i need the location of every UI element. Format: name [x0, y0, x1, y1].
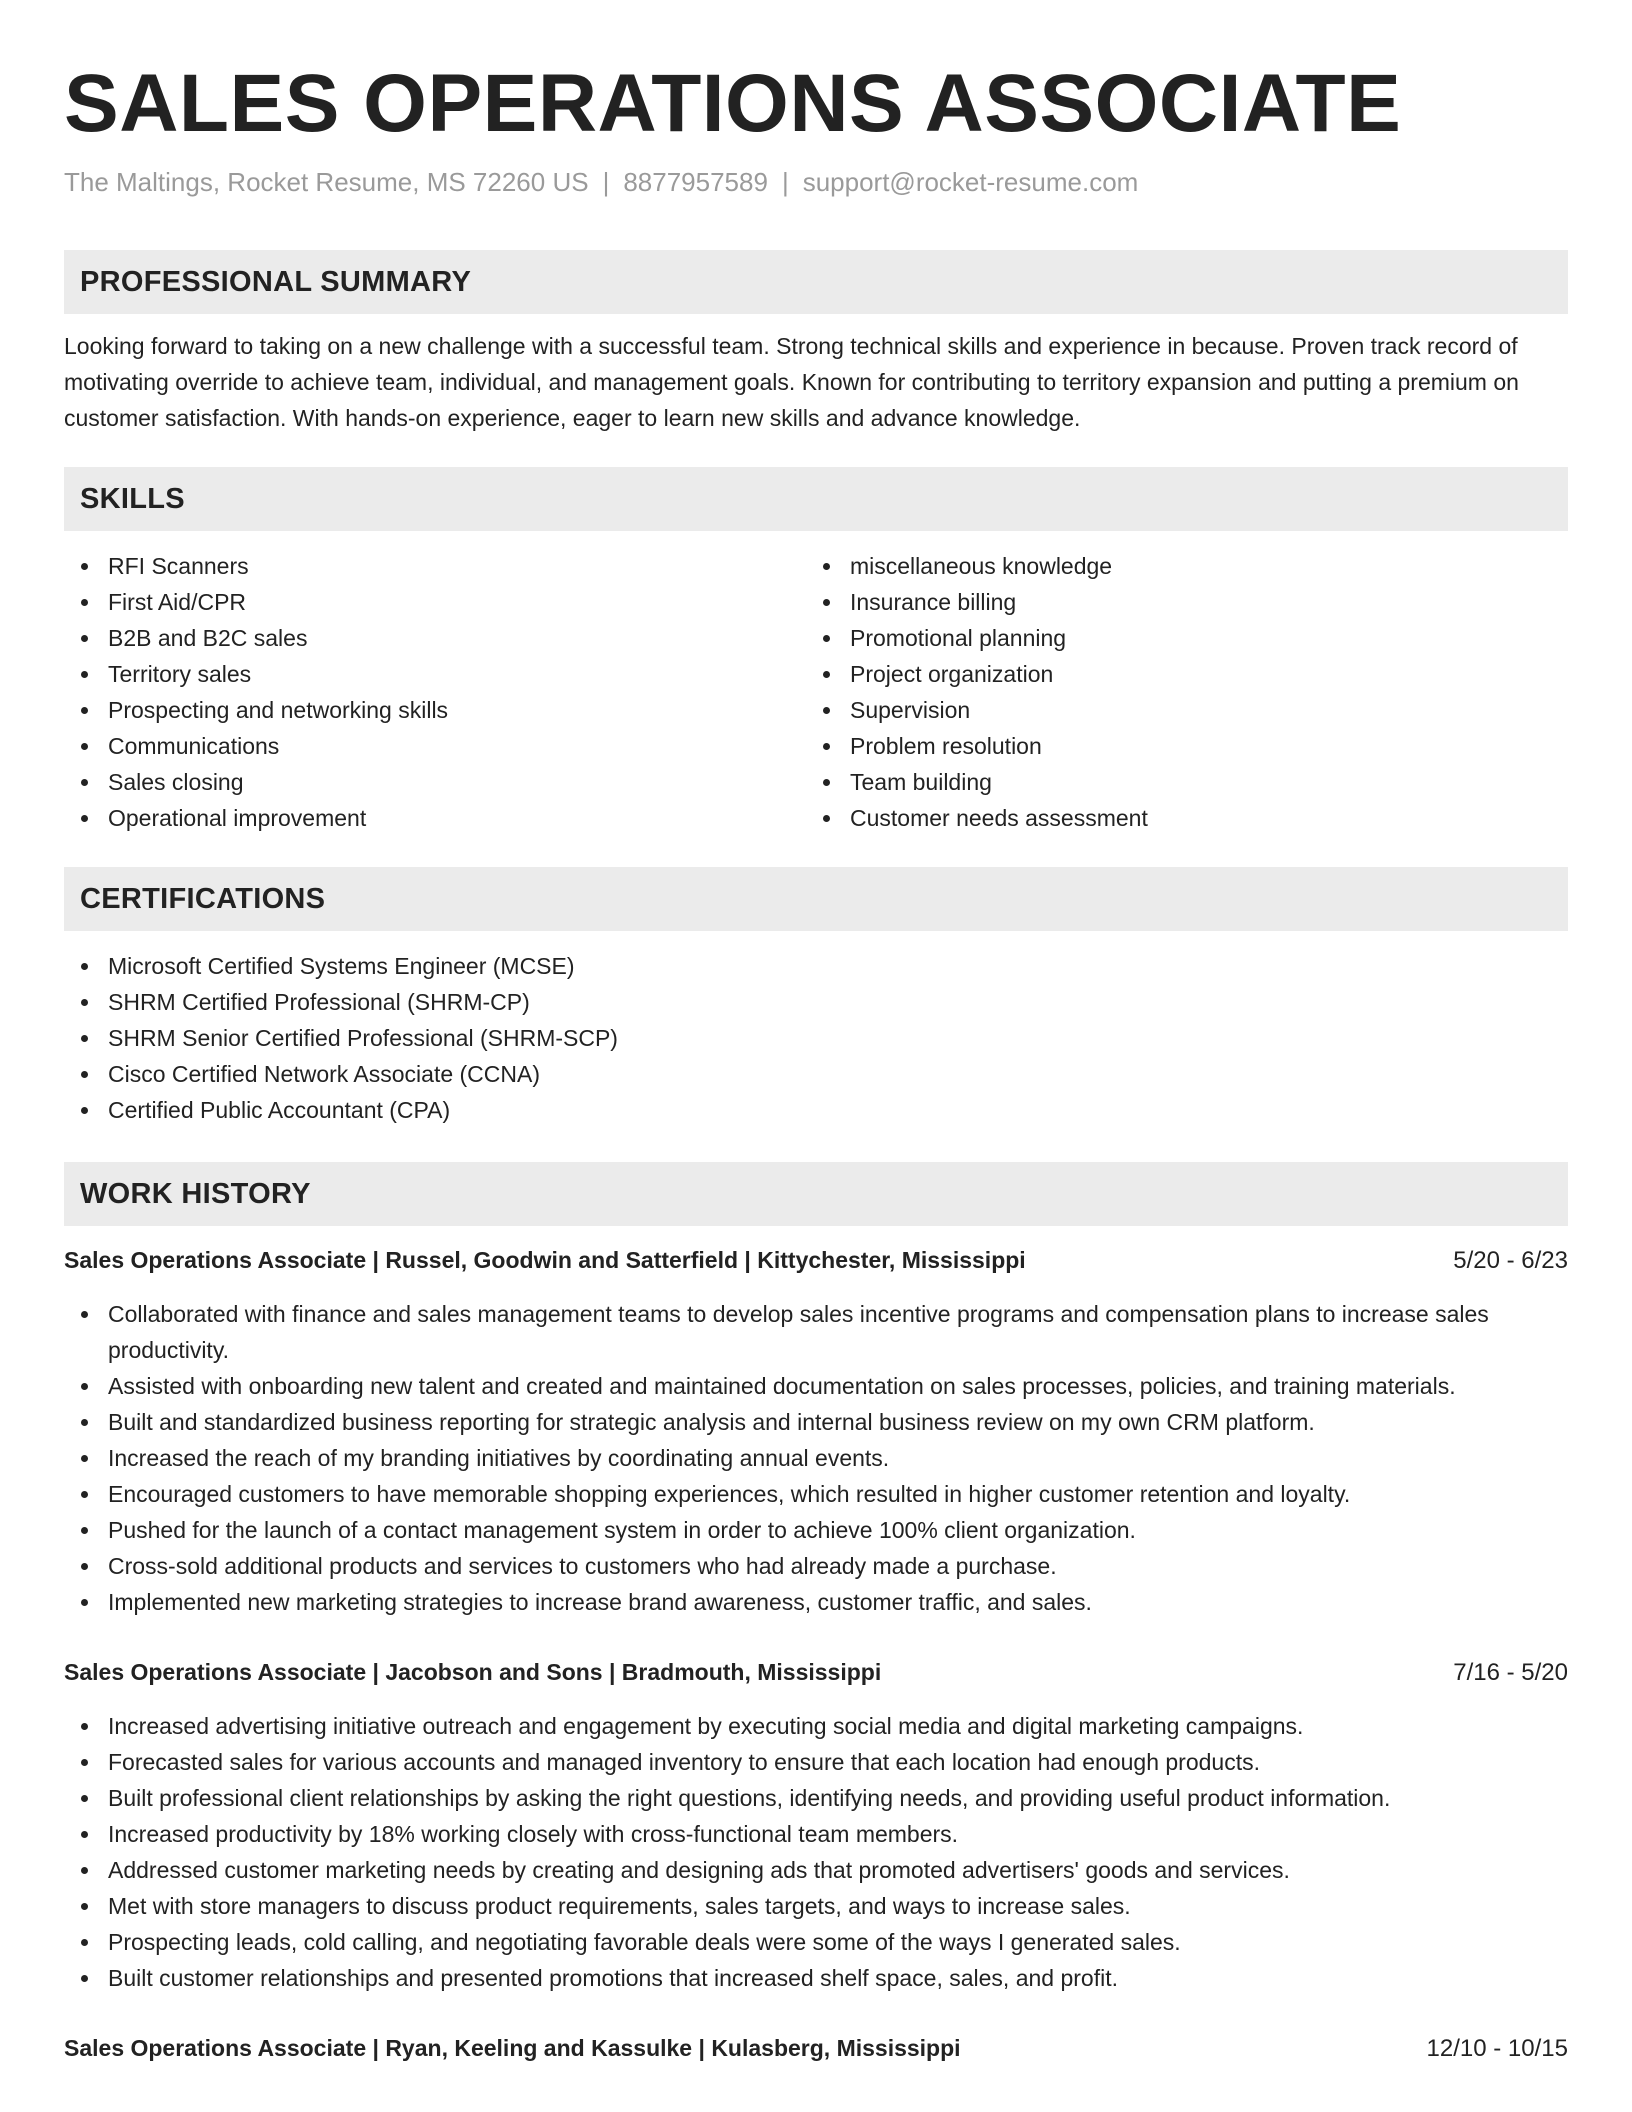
bullet-icon [81, 743, 88, 750]
job-bullet [64, 1816, 1568, 1852]
certification-item-text: SHRM Certified Professional (SHRM-CP) [108, 989, 530, 1015]
skill-item-text: Communications [108, 733, 280, 759]
skill-item-text: Customer needs assessment [850, 805, 1148, 831]
job-bullet [64, 1548, 1568, 1584]
bullet-icon [81, 1599, 88, 1606]
job-bullet-text: Implemented new marketing strategies to increase brand awareness, customer traffic, and sales. [108, 1589, 1092, 1615]
job-bullet-text: Collaborated with finance and sales management teams to develop sales incentive programs and compensation plans to increase sales productivity. [108, 1301, 1489, 1363]
job-title: Sales Operations Associate | Jacobson and Sons | Bradmouth, Mississippi [64, 1659, 882, 1685]
job-bullet-text: Assisted with onboarding new talent and created and maintained documentation on sales processes, policies, and training materials. [108, 1373, 1456, 1399]
skill-item-text: RFI Scanners [108, 553, 249, 579]
skill-item [806, 800, 1548, 836]
bullet-icon [81, 707, 88, 714]
resume-title: SALES OPERATIONS ASSOCIATE [64, 58, 1402, 149]
bullet-icon [823, 779, 830, 786]
job-bullet-text: Increased the reach of my branding initiatives by coordinating annual events. [108, 1445, 890, 1471]
job-title: Sales Operations Associate | Ryan, Keeling and Kassulke | Kulasberg, Mississippi [64, 2035, 961, 2061]
job-bullet [64, 1744, 1568, 1780]
bullet-icon [81, 1939, 88, 1946]
skill-item [64, 728, 806, 764]
bullet-icon [81, 1795, 88, 1802]
skills-column-right [806, 548, 1548, 836]
bullet-icon [81, 635, 88, 642]
contact-separator: | [602, 167, 610, 197]
skill-item-text: miscellaneous knowledge [850, 553, 1113, 579]
skill-item [806, 620, 1548, 656]
bullet-icon [81, 1903, 88, 1910]
job-bullet-text: Pushed for the launch of a contact management system in order to achieve 100% client organization. [108, 1517, 1136, 1543]
skill-item [64, 656, 806, 692]
job-header [64, 1242, 1568, 1279]
job-bullet-text: Prospecting leads, cold calling, and negotiating favorable deals were some of the ways I generated sales. [108, 1929, 1181, 1955]
skill-item-text: First Aid/CPR [108, 589, 247, 615]
certification-item [64, 948, 1568, 984]
bullet-icon [81, 815, 88, 822]
bullet-icon [823, 743, 830, 750]
job-bullet [64, 1404, 1568, 1440]
job-bullet-text: Built customer relationships and presented promotions that increased shelf space, sales, and profit. [108, 1965, 1119, 1991]
skill-item [806, 656, 1548, 692]
job-bullet [64, 1780, 1568, 1816]
contact-separator: | [781, 167, 789, 197]
job-bullet [64, 1296, 1568, 1368]
skill-item [806, 692, 1548, 728]
job-bullet [64, 1888, 1568, 1924]
bullet-icon [81, 1831, 88, 1838]
skill-item-text: Operational improvement [108, 805, 367, 831]
skill-item-text: Promotional planning [850, 625, 1067, 651]
job-title: Sales Operations Associate | Russel, Goodwin and Satterfield | Kittychester, Mississippi [64, 1247, 1026, 1273]
section-heading-work-history: WORK HISTORY [64, 1162, 1568, 1226]
bullet-icon [823, 707, 830, 714]
certification-item-text: Cisco Certified Network Associate (CCNA) [108, 1061, 541, 1087]
certification-item [64, 1092, 1568, 1128]
job-bullet-text: Increased productivity by 18% working closely with cross-functional team members. [108, 1821, 959, 1847]
bullet-icon [81, 779, 88, 786]
job-bullet-text: Forecasted sales for various accounts and managed inventory to ensure that each location had enough products. [108, 1749, 1260, 1775]
section-heading-summary: PROFESSIONAL SUMMARY [64, 250, 1568, 314]
bullet-icon [81, 671, 88, 678]
bullet-icon [81, 1975, 88, 1982]
bullet-icon [823, 815, 830, 822]
contact-address: The Maltings, Rocket Resume, MS 72260 US [64, 167, 589, 197]
certification-item-text: Certified Public Accountant (CPA) [108, 1097, 451, 1123]
certifications-list [64, 948, 1568, 1128]
job-bullet [64, 1440, 1568, 1476]
certification-item [64, 1056, 1568, 1092]
bullet-icon [81, 1311, 88, 1318]
skill-item-text: Problem resolution [850, 733, 1042, 759]
bullet-icon [81, 999, 88, 1006]
bullet-icon [81, 599, 88, 606]
certification-item-text: SHRM Senior Certified Professional (SHRM-SCP) [108, 1025, 618, 1051]
job-bullet-text: Addressed customer marketing needs by creating and designing ads that promoted advertisers' goods and services. [108, 1857, 1290, 1883]
job-dates: 5/20 - 6/23 [1453, 1247, 1568, 1274]
skill-item-text: B2B and B2C sales [108, 625, 308, 651]
job-entry [64, 1242, 1568, 1620]
section-heading-certifications: CERTIFICATIONS [64, 867, 1568, 931]
work-history-list [64, 1242, 1568, 2067]
skill-item-text: Insurance billing [850, 589, 1017, 615]
job-bullet [64, 1512, 1568, 1548]
job-dates: 7/16 - 5/20 [1453, 1659, 1568, 1686]
job-bullet-text: Met with store managers to discuss product requirements, sales targets, and ways to increase sales. [108, 1893, 1131, 1919]
bullet-icon [823, 635, 830, 642]
job-bullet [64, 1476, 1568, 1512]
skill-item-text: Project organization [850, 661, 1054, 687]
certification-item [64, 1020, 1568, 1056]
bullet-icon [81, 1527, 88, 1534]
job-bullets [64, 1708, 1568, 1996]
skill-item-text: Prospecting and networking skills [108, 697, 449, 723]
contact-phone: 8877957589 [623, 167, 768, 197]
skill-item [64, 548, 806, 584]
job-entry [64, 1654, 1568, 1996]
job-bullet [64, 1584, 1568, 1620]
bullet-icon [81, 1035, 88, 1042]
job-bullet [64, 1852, 1568, 1888]
job-bullet-text: Increased advertising initiative outreach and engagement by executing social media and digital marketing campaigns. [108, 1713, 1304, 1739]
resume-page [64, 56, 1568, 2067]
contact-email: support@rocket-resume.com [802, 167, 1139, 197]
bullet-icon [823, 599, 830, 606]
bullet-icon [81, 563, 88, 570]
job-bullet [64, 1368, 1568, 1404]
bullet-icon [81, 1419, 88, 1426]
bullet-icon [81, 1071, 88, 1078]
certification-item-text: Microsoft Certified Systems Engineer (MCSE) [108, 953, 575, 979]
skills-column-left [64, 548, 806, 836]
job-bullet [64, 1708, 1568, 1744]
skill-item-text: Team building [850, 769, 992, 795]
skill-item-text: Territory sales [108, 661, 252, 687]
job-bullet [64, 1924, 1568, 1960]
skill-item [806, 728, 1548, 764]
bullet-icon [81, 1383, 88, 1390]
skill-item-text: Supervision [850, 697, 971, 723]
bullet-icon [81, 1455, 88, 1462]
skill-item [64, 620, 806, 656]
job-bullet-text: Cross-sold additional products and services to customers who had already made a purchase. [108, 1553, 1057, 1579]
skill-item [806, 584, 1548, 620]
job-bullet-text: Built professional client relationships by asking the right questions, identifying needs, and providing useful product information. [108, 1785, 1391, 1811]
job-bullets [64, 1296, 1568, 1620]
job-entry [64, 2030, 1568, 2067]
bullet-icon [81, 1723, 88, 1730]
job-header [64, 1654, 1568, 1691]
skill-item-text: Sales closing [108, 769, 244, 795]
bullet-icon [81, 1107, 88, 1114]
bullet-icon [81, 1867, 88, 1874]
contact-line [64, 164, 1568, 200]
job-header [64, 2030, 1568, 2067]
skill-item [806, 548, 1548, 584]
skill-item [806, 764, 1548, 800]
bullet-icon [823, 563, 830, 570]
summary-text: Looking forward to taking on a new challenge with a successful team. Strong technical skills and experience in because. Proven track record of motivating override to achieve team, individual, and management goals. Known for contributing to territory expansion and putting a premium on customer satisfaction. With hands-on experience, eager to learn new skills and advance knowledge. [64, 333, 1519, 431]
bullet-icon [81, 963, 88, 970]
job-bullet-text: Built and standardized business reporting for strategic analysis and internal business review on my own CRM platform. [108, 1409, 1315, 1435]
skill-item [64, 764, 806, 800]
job-bullet-text: Encouraged customers to have memorable shopping experiences, which resulted in higher customer retention and loyalty. [108, 1481, 1351, 1507]
skill-item [64, 584, 806, 620]
bullet-icon [823, 671, 830, 678]
bullet-icon [81, 1563, 88, 1570]
job-dates: 12/10 - 10/15 [1426, 2035, 1568, 2062]
bullet-icon [81, 1491, 88, 1498]
section-heading-skills: SKILLS [64, 467, 1568, 531]
skills-grid [64, 548, 1568, 836]
certification-item [64, 984, 1568, 1020]
bullet-icon [81, 1759, 88, 1766]
job-bullet [64, 1960, 1568, 1996]
skill-item [64, 800, 806, 836]
skill-item [64, 692, 806, 728]
